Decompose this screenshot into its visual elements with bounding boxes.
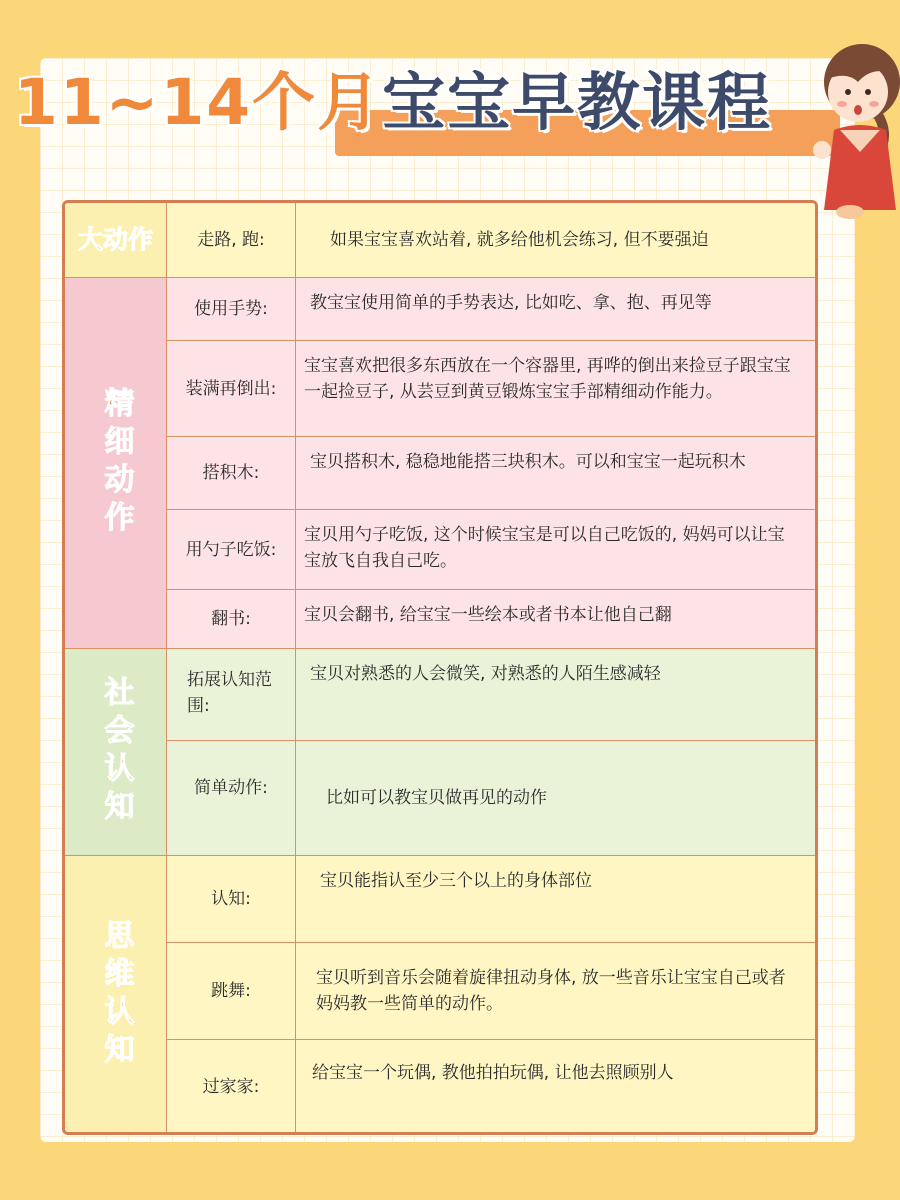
category-thinking-cognition: 思维认知 bbox=[65, 856, 167, 1134]
item-description: 宝贝对熟悉的人会微笑, 对熟悉的人陌生感减轻 bbox=[296, 649, 815, 741]
item-label: 翻书: bbox=[167, 590, 296, 649]
item-description: 如果宝宝喜欢站着, 就多给他机会练习, 但不要强迫 bbox=[296, 203, 815, 278]
item-label: 跳舞: bbox=[167, 943, 296, 1040]
title-age-range: 11~14个月 bbox=[14, 65, 383, 139]
category-fine-motor: 精细动作 bbox=[65, 278, 167, 649]
title-course-name: 宝宝早教课程 bbox=[382, 65, 773, 139]
item-label: 使用手势: bbox=[167, 278, 296, 341]
item-label: 拓展认知范围: bbox=[167, 649, 296, 741]
item-description: 宝宝喜欢把很多东西放在一个容器里, 再哗的倒出来捡豆子跟宝宝一起捡豆子, 从芸豆到黄豆锻炼宝宝手部精细动作能力。 bbox=[296, 341, 815, 437]
item-label: 用勺子吃饭: bbox=[167, 510, 296, 590]
item-label: 搭积木: bbox=[167, 437, 296, 510]
item-description: 宝贝能指认至少三个以上的身体部位 bbox=[296, 856, 815, 943]
page-title bbox=[14, 52, 834, 142]
item-description: 宝贝会翻书, 给宝宝一些绘本或者书本让他自己翻 bbox=[296, 590, 815, 649]
item-description: 宝贝搭积木, 稳稳地能搭三块积木。可以和宝宝一起玩积木 bbox=[296, 437, 815, 510]
course-table bbox=[62, 200, 818, 1135]
item-description: 宝贝听到音乐会随着旋律扭动身体, 放一些音乐让宝宝自己或者妈妈教一些简单的动作。 bbox=[296, 943, 815, 1040]
cartoon-girl-icon bbox=[800, 30, 900, 220]
item-label: 简单动作: bbox=[167, 741, 296, 856]
item-label: 认知: bbox=[167, 856, 296, 943]
item-description: 教宝宝使用简单的手势表达, 比如吃、拿、抱、再见等 bbox=[296, 278, 815, 341]
category-social-cognition: 社会认知 bbox=[65, 649, 167, 856]
item-label: 走路, 跑: bbox=[167, 203, 296, 278]
item-label: 装满再倒出: bbox=[167, 341, 296, 437]
item-description: 比如可以教宝贝做再见的动作 bbox=[296, 741, 815, 856]
item-description: 给宝宝一个玩偶, 教他拍拍玩偶, 让他去照顾别人 bbox=[296, 1040, 815, 1134]
item-label: 过家家: bbox=[167, 1040, 296, 1134]
item-description: 宝贝用勺子吃饭, 这个时候宝宝是可以自己吃饭的, 妈妈可以让宝宝放飞自我自己吃。 bbox=[296, 510, 815, 590]
category-gross-motor: 大动作 bbox=[65, 203, 167, 278]
